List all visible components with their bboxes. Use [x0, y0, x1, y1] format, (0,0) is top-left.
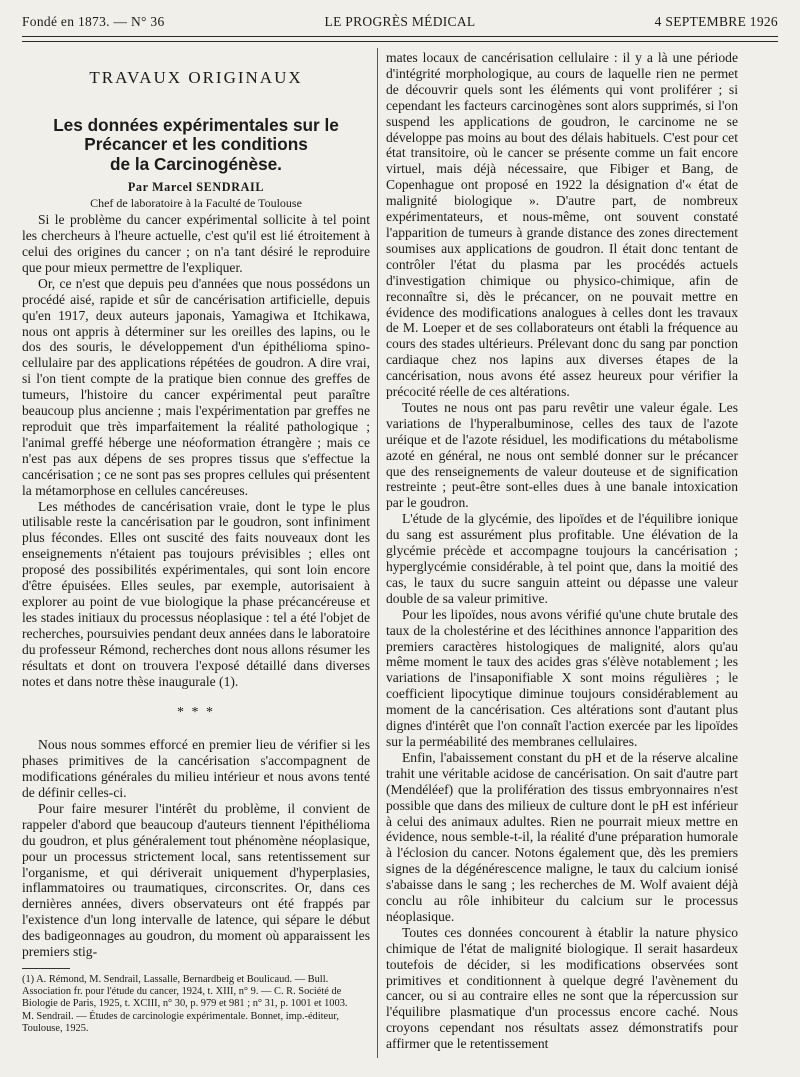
- section-title: TRAVAUX ORIGINAUX: [89, 68, 303, 87]
- footnote: (1) A. Rémond, M. Sendrail, Lassalle, Bernardbeig et Boulicaud. — Bull. Association fr. pour l'étude du cancer, 1924, t. XIII, n° 9. — C. R. Société de Biologie de Paris, 1925, t. XCIII, n° 30, p. 979 et 981 ; n° 31, p. 1001 et 1003.: [22, 974, 348, 1010]
- header-date: 4 SEPTEMBRE 1926: [654, 14, 778, 29]
- running-header: [22, 14, 778, 34]
- body-paragraph: Pour faire mesurer l'intérêt du problème, il convient de rappeler d'abord que beaucoup d'auteurs tiennent l'épithélioma du goudron, et plus généralement tout phénomène néoplasique, pour un processus strictement local, sans retentissement sur l'organisme, et qui dériverait uniquement d'hyperplasies, inflammatoires ou traumatiques, circonscrites. Or, dans ces dernières années, divers observateurs ont été frappés par l'existence d'un long intervalle de latence, qui sépare le début des badigeonnages au goudron, du moment où apparaissent les premiers stig-: [22, 800, 370, 960]
- article-title-line: Précancer et les conditions: [84, 134, 308, 155]
- article-title-line: de la Carcinogénèse.: [110, 153, 282, 174]
- article-title-line: Les données expérimentales sur le: [53, 114, 339, 135]
- author-affiliation: Chef de laboratoire à la Faculté de Toulouse: [90, 196, 302, 211]
- article-author: Par Marcel SENDRAIL: [127, 180, 265, 195]
- right-column: [386, 50, 738, 1052]
- header-founded-issue: Fondé en 1873. — N° 36: [22, 14, 165, 29]
- header-journal-title: LE PROGRÈS MÉDICAL: [324, 14, 476, 29]
- body-paragraph: Toutes ces données concourent à établir la nature physico chimique de l'état de malignité biologique. Il serait hasardeux toutefois de décider, si les modifications observées sont primitives et conditionnent à quelque degré l'avènement du cancer, ou si au contraire elles ne sont que la répercussion sur l'équilibre plasmatique d'un processus encore caché. Nous croyons cependant nos résultats assez démonstratifs pour affirmer que le retentissement: [386, 924, 738, 1052]
- body-paragraph: Les méthodes de cancérisation vraie, dont le type le plus utilisable reste la cancérisation par le goudron, sont infiniment plus fécondes. Elles ont suscité des faits nouveaux dont les enseignements n'étaient pas toujours prévisibles ; elles ont proposé des possibilités expérimentales, qui sont loin encore d'être épuisées. Elles seules, par exemple, autorisaient à explorer au point de vue biologique la phase précancéreuse et les stades initiaux du processus néoplasique : tel a été l'objet de recherches, poursuivies pendant deux années dans le laboratoire du professeur Rémond, recherches dont nous allons résumer les résultats et dont on trouvera l'exposé détaillé dans diverses notes et dans notre thèse inaugurale (1).: [22, 498, 371, 689]
- article-title: [22, 116, 370, 175]
- body-paragraph: Toutes ne nous ont pas paru revêtir une valeur égale. Les variations de l'hyperalbuminose, celles des taux de l'azote uréique et de l'azote résiduel, les modifications du métabolisme azoté en général, ne nous ont semblé donner sur le précancer que des renseignements de valeur douteuse et de signification restreinte ; peut-être sont-elles dues à une banale intoxication par le goudron.: [386, 399, 738, 511]
- header-rule: [22, 36, 778, 42]
- body-paragraph: L'étude de la glycémie, des lipoïdes et de l'équilibre ionique du sang est assurément plus profitable. Une élévation de la glycémie précède et accompagne toujours la cancérisation ; hyperglycémie considérable, à tel point que, dans la moitié des cas, le taux du sucre sanguin atteint ou dépasse une valeur double de sa valeur primitive.: [386, 511, 738, 606]
- left-column: [22, 52, 370, 1035]
- body-paragraph: mates locaux de cancérisation cellulaire : il y a là une période d'intégrité morphologique, au cours de laquelle rien ne permet de découvrir quels sont les éléments qui vont proliférer ; si cependant les facteurs carcinogènes sont alors supprimés, si l'on suspend les applications de goudron, le carcinome ne se développe pas moins au bout des délais habituels. C'est pour cet état transitoire, où le cancer se présente comme un fait encore virtuel, mais déjà nécessaire, que Fibiger et Bang, de Copenhague ont proposé en 1922 la désignation d'« état de malignité biologique ». D'autre part, de nombreux expérimentateurs, et nous-même, ont souvent constaté l'apparition de tumeurs à grande distance des zones directement soumises aux applications de goudron. Il était donc tentant de contrôler l'état du plasma par les procédés actuels d'investigation chimique ou physico-chimique, afin de reconnaître si, dès le précancer, on ne pouvait mettre en évidence des modifications analogues à celles dont les travaux de M. Loeper et de ses collaborateurs ont établi la fréquence au cours des stades ultérieurs. Prélevant donc du sang par ponction cardiaque chez nos lapins aux diverses étapes de la cancérisation, nous avons été assez heureux pour vérifier la précocité réelle de ces altérations.: [386, 50, 738, 400]
- body-paragraph: Si le problème du cancer expérimental sollicite à tel point les chercheurs à l'heure actuelle, c'est qu'il est lié étroitement à celui des origines du cancer ; on n'a tant désiré le reproduire que pour mieux permettre de l'expliquer.: [22, 212, 370, 275]
- footnote: M. Sendrail. — Études de carcinologie expérimentale. Bonnet, imp.-éditeur, Toulouse, 1925.: [22, 1010, 339, 1034]
- column-divider: [377, 48, 378, 1058]
- body-paragraph: Or, ce n'est que depuis peu d'années que nous possédons un procédé aisé, rapide et sûr de cancérisation artificielle, depuis qu'en 1917, deux auteurs japonais, Yamagiwa et Itchikawa, nous ont appris à déterminer sur les oreilles des lapins, ou le dos des souris, le développement d'un épithélioma spino-cellulaire par des applications répétées de goudron. A dire vrai, si l'on tient compte de la pratique bien connue des greffes de tumeurs, l'histoire du cancer expérimental peut paraître beaucoup plus ancienne ; mais l'expérimentation par greffes ne reproduit que très imparfaitement la réalité pathologique ; l'animal greffé héberge une néoformation étrangère ; mais ce n'est pas aux dépens de ses propres tissus que s'effectue la cancérisation ; ce ne sont pas ses propres cellules qui présentent la métamorphose en cellules cancéreuses.: [22, 275, 370, 498]
- body-paragraph: Pour les lipoïdes, nous avons vérifié qu'une chute brutale des taux de la cholestérine et des lécithines annonce l'apparition des premiers caractères histologiques de malignité, alors qu'au même moment le taux des acides gras s'élève notablement ; les variations de l'insaponifiable X sont moins régulières ; le coefficient lipocytique diminue toujours considérablement au moment de la cancérisation. Ces altérations sont d'autant plus dignes d'intérêt que l'on connaît l'action exercée par les lipoïdes sur la perméabilité des membranes cellulaires.: [386, 606, 738, 749]
- body-paragraph: Nous nous sommes efforcé en premier lieu de vérifier si les phases primitives de la cancérisation s'accompagnent de modifications générales du milieu intérieur et nous avons tenté de définir celles-ci.: [22, 737, 370, 801]
- section-separator-asterisks: * * *: [177, 705, 215, 721]
- body-paragraph: Enfin, l'abaissement constant du pH et de la réserve alcaline trahit une véritable acidose de cancérisation. On sait d'autre part (Mendéléef) que la prolifération des tissus embryonnaires n'est possible que dans des milieux de culture dont le pH est inférieur à celui des animaux adultes. Rien ne pourrait mieux mettre en évidence, nous semble-t-il, la réalité d'une préparation humorale à l'éclosion du cancer. Notons également que, dès les premiers signes de la dégénérescence maligne, le taux du calcium ionisé s'abaisse dans le sang ; les recherches de M. Wolf avaient déjà conclu au rôle inhibiteur du calcium sur le processus néoplasique.: [386, 749, 738, 924]
- footnote-rule: [22, 968, 70, 969]
